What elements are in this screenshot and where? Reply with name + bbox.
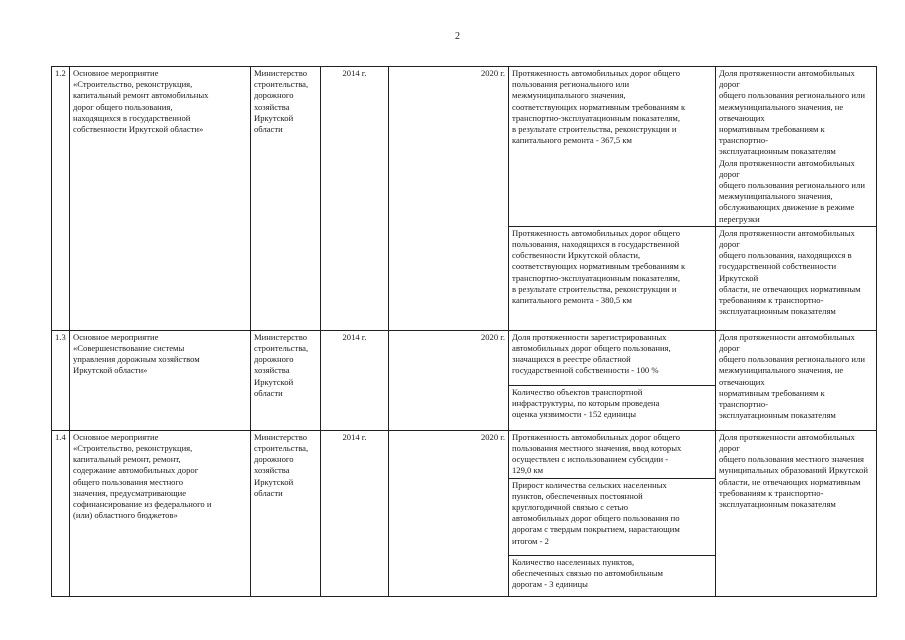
text-line: значащихся в реестре областной	[512, 354, 631, 365]
indicator	[509, 385, 716, 430]
text-line: нормативным требованиям к транспортно-	[719, 387, 825, 410]
text-line: Иркутской	[254, 376, 294, 387]
text-line: в результате строительства, реконструкции и	[512, 124, 677, 135]
text-line: строительства,	[254, 443, 309, 454]
table-row	[52, 67, 877, 227]
text-line: Основное мероприятие	[73, 331, 159, 342]
text-line: круглогодичной связью с сетью	[512, 502, 629, 513]
executor	[251, 330, 321, 430]
executor	[251, 430, 321, 596]
text-line: области	[254, 487, 283, 498]
text-line: капитального ремонта - 367,5 км	[512, 135, 632, 146]
text-line: пунктов, обеспеченных постоянной	[512, 490, 643, 501]
text-line: перегрузки	[719, 213, 760, 224]
page-number: 2	[455, 31, 460, 42]
text-line: требованиям к транспортно-	[719, 295, 824, 306]
table-row	[52, 430, 877, 478]
start-year: 2014 г.	[321, 67, 389, 331]
risk-indicator	[716, 330, 877, 430]
text-line: в результате строительства, реконструкции и	[512, 283, 677, 294]
text-line: автомобильных дорог общего пользования,	[512, 343, 671, 354]
text-line: дорогам - 3 единицы	[512, 579, 588, 590]
text-line: инфраструктуры, по которым проведена	[512, 398, 660, 409]
text-line: области, не отвечающих нормативным	[719, 283, 861, 294]
text-line: межмуниципального значения, не отвечающих	[719, 365, 844, 387]
text-line: Количество объектов транспортной	[512, 386, 643, 397]
text-line: межмуниципального значения,	[719, 191, 833, 202]
text-line: «Строительство, реконструкция,	[73, 443, 193, 454]
text-line: пользования регионального или	[512, 79, 630, 90]
indicator	[509, 478, 716, 555]
text-line: Количество населенных пунктов,	[512, 556, 635, 567]
text-line: межмуниципального значения, не отвечающих	[719, 101, 844, 123]
text-line: строительства,	[254, 343, 309, 354]
text-line: Доля протяженности зарегистрированных	[512, 331, 667, 342]
text-line: государственной собственности - 100 %	[512, 365, 659, 376]
text-line: области	[254, 124, 283, 135]
text-line: хозяйства	[254, 465, 290, 476]
text-line: эксплуатационным показателям	[719, 146, 836, 157]
text-line: общего пользования, находящихся в	[719, 250, 852, 261]
text-line: Доля протяженности автомобильных дорог	[719, 157, 855, 179]
text-line: строительства,	[254, 79, 309, 90]
indicator	[509, 555, 716, 596]
text-line: обслуживающих движение в режиме	[719, 202, 855, 213]
text-line: транспортно-эксплуатационным показателям,	[512, 272, 680, 283]
end-year: 2020 г.	[389, 430, 509, 596]
text-line: общего пользования регионального или	[719, 90, 865, 101]
executor	[251, 67, 321, 331]
text-line: эксплуатационным показателям	[719, 499, 836, 510]
text-line: области	[254, 387, 283, 398]
text-line: транспортно-эксплуатационным показателям,	[512, 112, 680, 123]
text-line: нормативным требованиям к транспортно-	[719, 124, 825, 146]
start-year: 2014 г.	[321, 330, 389, 430]
text-line: «Совершенствование системы	[73, 343, 185, 354]
text-line: дорожного	[254, 354, 294, 365]
text-line: содержание автомобильных дорог	[73, 465, 199, 476]
activity-name	[70, 67, 251, 331]
text-line: Министерство	[254, 68, 307, 78]
text-line: Доля протяженности автомобильных дорог	[719, 68, 855, 90]
row-number: 1.3	[52, 330, 70, 430]
text-line: пользования, находящихся в государственной	[512, 239, 680, 250]
text-line: муниципальных образований Иркутской	[719, 465, 868, 476]
text-line: хозяйства	[254, 101, 290, 112]
text-line: Доля протяженности автомобильных дорог	[719, 227, 855, 250]
text-line: требованиям к транспортно-	[719, 487, 824, 498]
text-line: эксплуатационным показателям	[719, 410, 836, 421]
text-line: собственности Иркутской области»	[73, 124, 204, 135]
risk-indicator	[716, 430, 877, 596]
text-line: Доля протяженности автомобильных дорог	[719, 331, 855, 354]
indicator	[509, 330, 716, 385]
text-line: капитального ремонта - 380,5 км	[512, 295, 632, 306]
text-line: общего пользования местного значения	[719, 454, 864, 465]
text-line: пользования местного значения, ввод которых	[512, 443, 682, 454]
text-line: собственности Иркутской области,	[512, 250, 641, 261]
text-line: Прирост количества сельских населенных	[512, 479, 667, 490]
text-line: общего пользования регионального или	[719, 354, 865, 365]
text-line: осуществлен с использованием субсидии -	[512, 454, 669, 465]
text-line: капитальный ремонт, ремонт,	[73, 454, 181, 465]
indicator	[509, 226, 716, 330]
text-line: «Строительство, реконструкция,	[73, 79, 193, 90]
text-line: (или) областного бюджетов»	[73, 510, 178, 521]
risk-indicator	[716, 67, 877, 227]
text-line: Доля протяженности автомобильных дорог	[719, 431, 855, 454]
text-line: 129,0 км	[512, 465, 544, 476]
program-activities-table	[51, 66, 877, 597]
row-number: 1.4	[52, 430, 70, 596]
text-line: находящихся в государственной	[73, 112, 191, 123]
end-year: 2020 г.	[389, 67, 509, 331]
text-line: области, не отвечающих нормативным	[719, 476, 861, 487]
text-line: оценка уязвимости - 152 единицы	[512, 409, 636, 420]
text-line: дорог общего пользования,	[73, 101, 173, 112]
text-line: соответствующих нормативным требованиям к	[512, 261, 686, 272]
risk-indicator	[716, 226, 877, 330]
text-line: Иркутской	[254, 476, 294, 487]
row-number: 1.2	[52, 67, 70, 331]
text-line: софинансирование из федерального и	[73, 499, 212, 510]
text-line: общего пользования регионального или	[719, 180, 865, 191]
text-line: государственной собственности Иркутской	[719, 261, 837, 283]
table-row	[52, 330, 877, 385]
text-line: автомобильных дорог общего пользования по	[512, 513, 680, 524]
activity-name	[70, 430, 251, 596]
text-line: соответствующих нормативным требованиям к	[512, 101, 686, 112]
text-line: значения, предусматривающие	[73, 487, 187, 498]
text-line: итогом - 2	[512, 535, 549, 546]
text-line: управления дорожным хозяйством	[73, 354, 200, 365]
text-line: капитальный ремонт автомобильных	[73, 90, 209, 101]
start-year: 2014 г.	[321, 430, 389, 596]
text-line: общего пользования местного	[73, 476, 184, 487]
text-line: Иркутской области»	[73, 365, 148, 376]
text-line: дорогам с твердым покрытием, нарастающим	[512, 524, 680, 535]
text-line: Основное мероприятие	[73, 68, 159, 78]
indicator	[509, 67, 716, 227]
end-year: 2020 г.	[389, 330, 509, 430]
activity-name	[70, 330, 251, 430]
indicator	[509, 430, 716, 478]
text-line: обеспеченных связью по автомобильным	[512, 567, 663, 578]
text-line: Основное мероприятие	[73, 431, 159, 442]
text-line: эксплуатационным показателям	[719, 306, 836, 317]
text-line: дорожного	[254, 454, 294, 465]
text-line: Министерство	[254, 331, 307, 342]
text-line: Протяженность автомобильных дорог общего	[512, 227, 681, 238]
text-line: Протяженность автомобильных дорог общего	[512, 68, 681, 78]
text-line: Министерство	[254, 431, 307, 442]
text-line: Иркутской	[254, 112, 294, 123]
text-line: хозяйства	[254, 365, 290, 376]
text-line: межмуниципального значения,	[512, 90, 626, 101]
text-line: дорожного	[254, 90, 294, 101]
text-line: Протяженность автомобильных дорог общего	[512, 431, 681, 442]
